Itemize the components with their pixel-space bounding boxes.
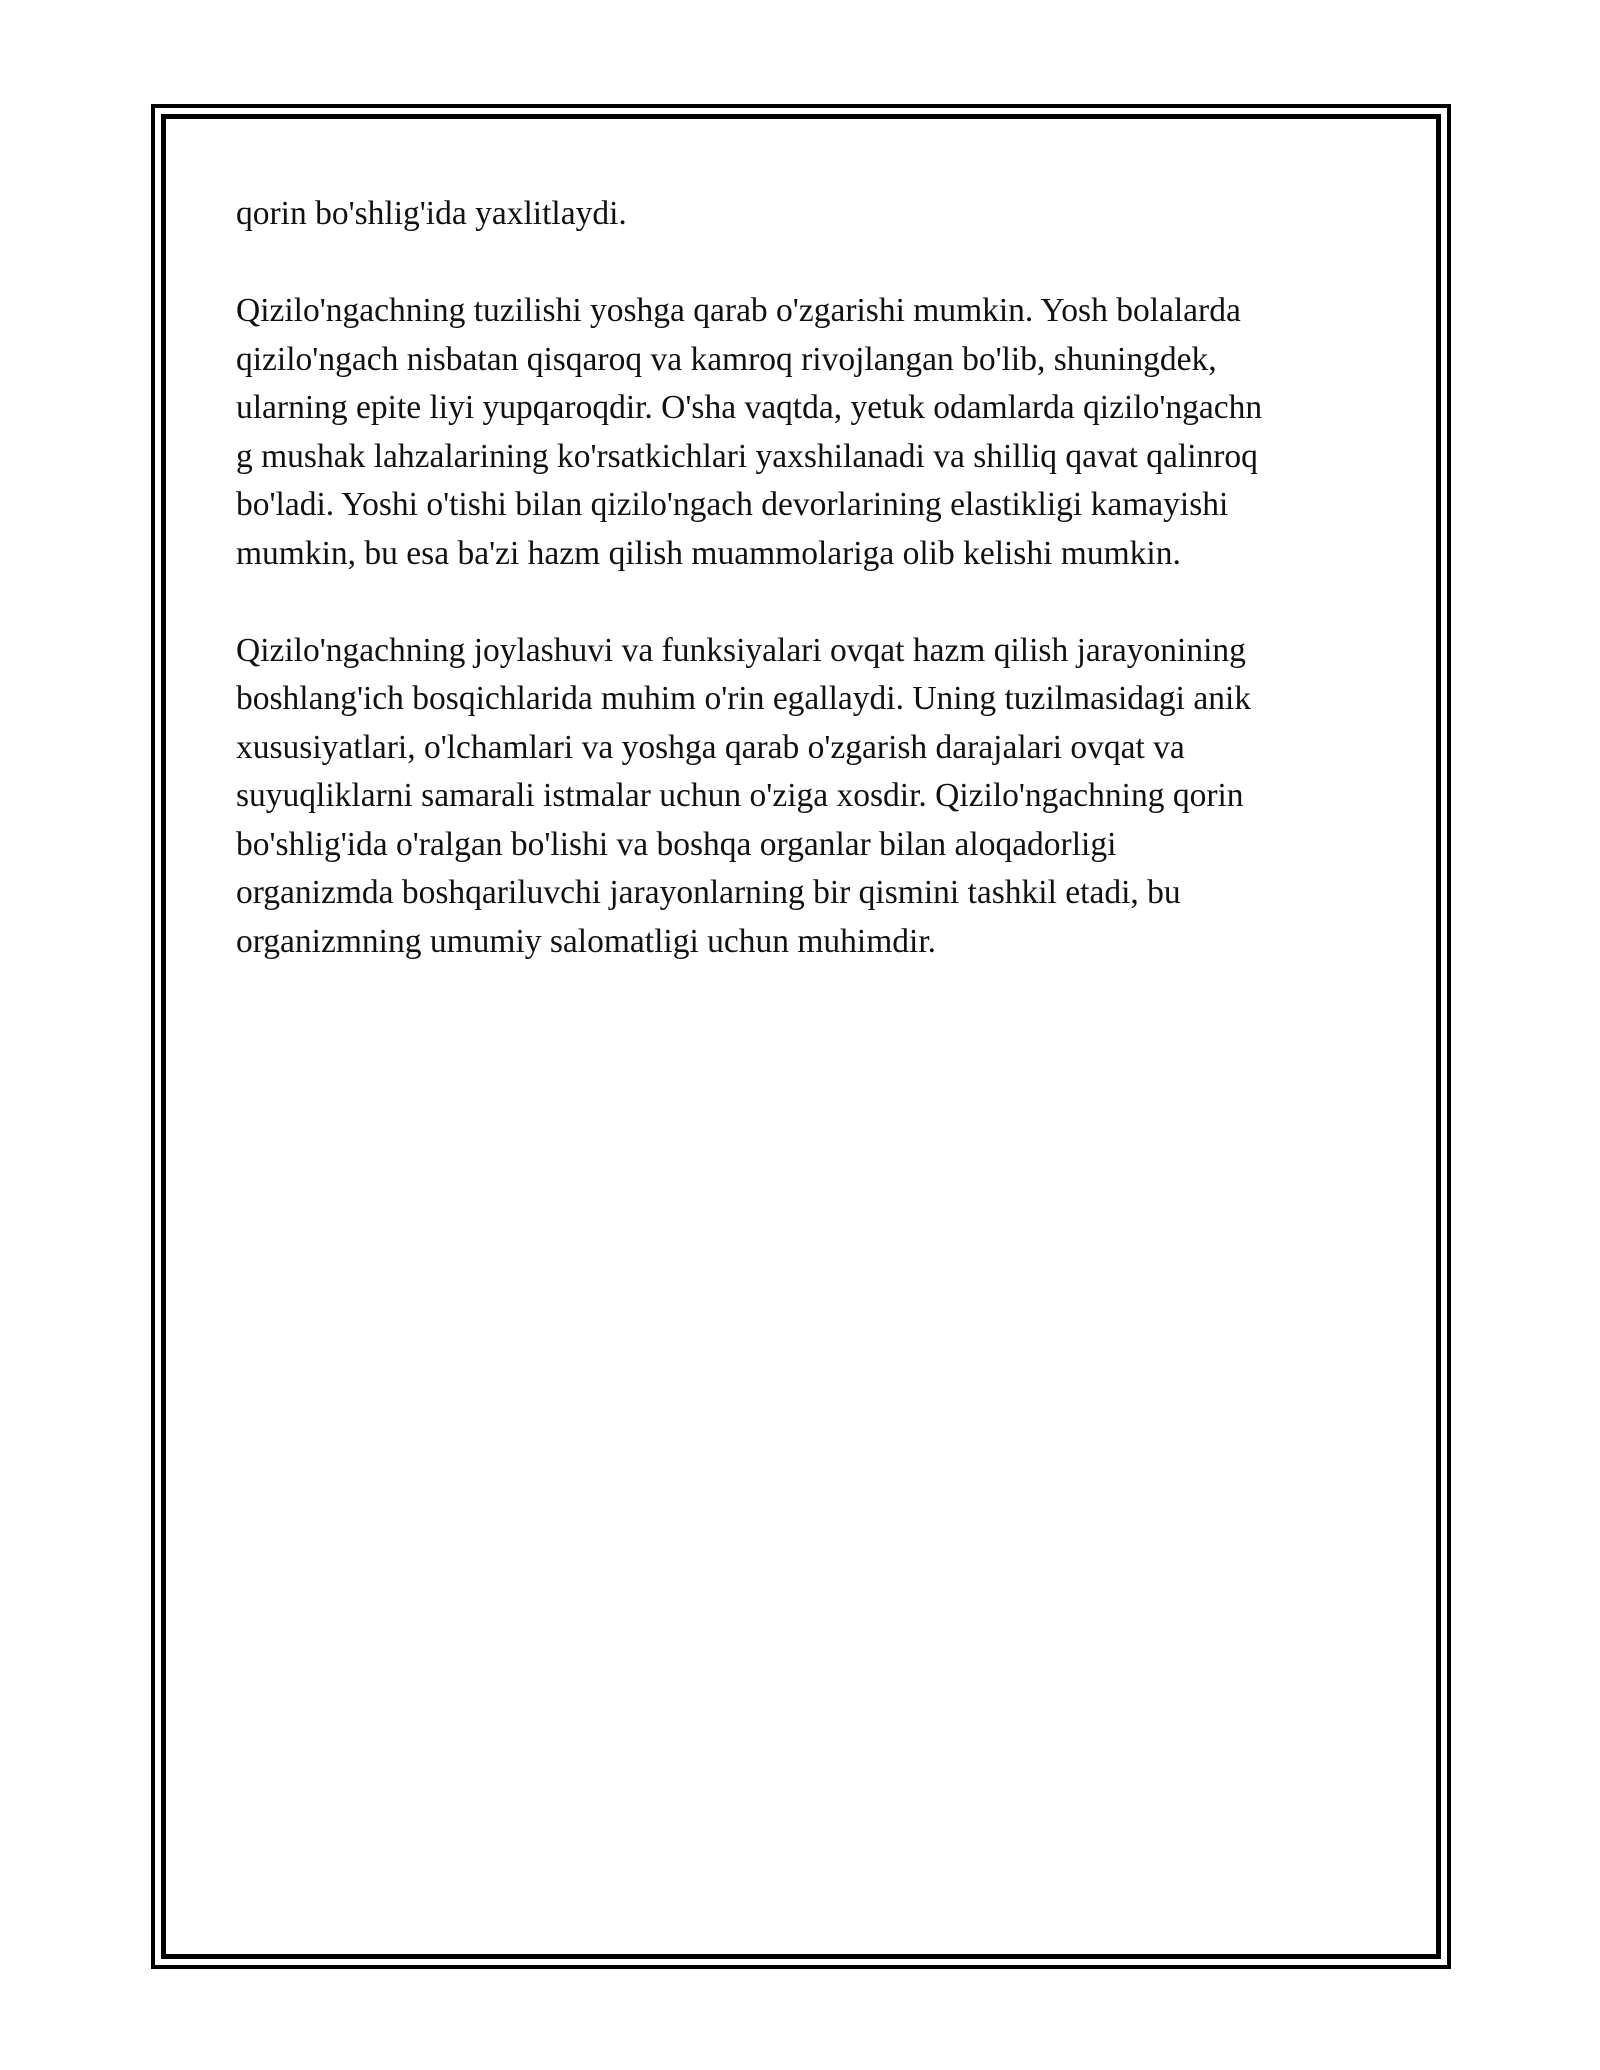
text-line: organizmda boshqariluvchi jarayonlarning bir qismini tashkil etadi, bu <box>236 874 1181 911</box>
text-line: Qizilo'ngachning joylashuvi va funksiyalari ovqat hazm qilish jarayonining <box>236 631 1246 669</box>
text-line: ularning epite liyi yupqaroqdir. O'sha vaqtda, yetuk odamlarda qizilo'ngachn <box>236 389 1263 426</box>
text-line: qorin bo'shlig'ida yaxlitlaydi. <box>236 195 627 232</box>
text-line: g mushak lahzalarining ko'rsatkichlari yaxshilanadi va shilliq qavat qalinroq <box>236 437 1258 475</box>
text-line: bo'shlig'ida o'ralgan bo'lishi va boshqa organlar bilan aloqadorligi <box>236 825 1117 863</box>
paragraph-1 <box>236 190 1376 239</box>
paragraph-3 <box>236 627 1376 967</box>
text-line: mumkin, bu esa ba'zi hazm qilish muammolariga olib kelishi mumkin. <box>236 534 1181 572</box>
text-line: bo'ladi. Yoshi o'tishi bilan qizilo'ngach devorlarining elastikligi kamayishi <box>236 486 1229 523</box>
text-line: Qizilo'ngachning tuzilishi yoshga qarab o'zgarishi mumkin. Yosh bolalarda <box>236 292 1241 329</box>
text-line: qizilo'ngach nisbatan qisqaroq va kamroq rivojlangan bo'lib, shuningdek, <box>236 340 1217 378</box>
text-line: organizmning umumiy salomatligi uchun muhimdir. <box>236 922 937 960</box>
paragraph-2 <box>236 287 1376 578</box>
document-body <box>236 190 1376 1015</box>
text-line: boshlang'ich bosqichlarida muhim o'rin egallaydi. Uning tuzilmasidagi anik <box>236 680 1252 717</box>
text-line: suyuqliklarni samarali istmalar uchun o'ziga xosdir. Qizilo'ngachning qorin <box>236 777 1244 814</box>
text-line: xususiyatlari, o'lchamlari va yoshga qarab o'zgarish darajalari ovqat va <box>236 728 1185 766</box>
